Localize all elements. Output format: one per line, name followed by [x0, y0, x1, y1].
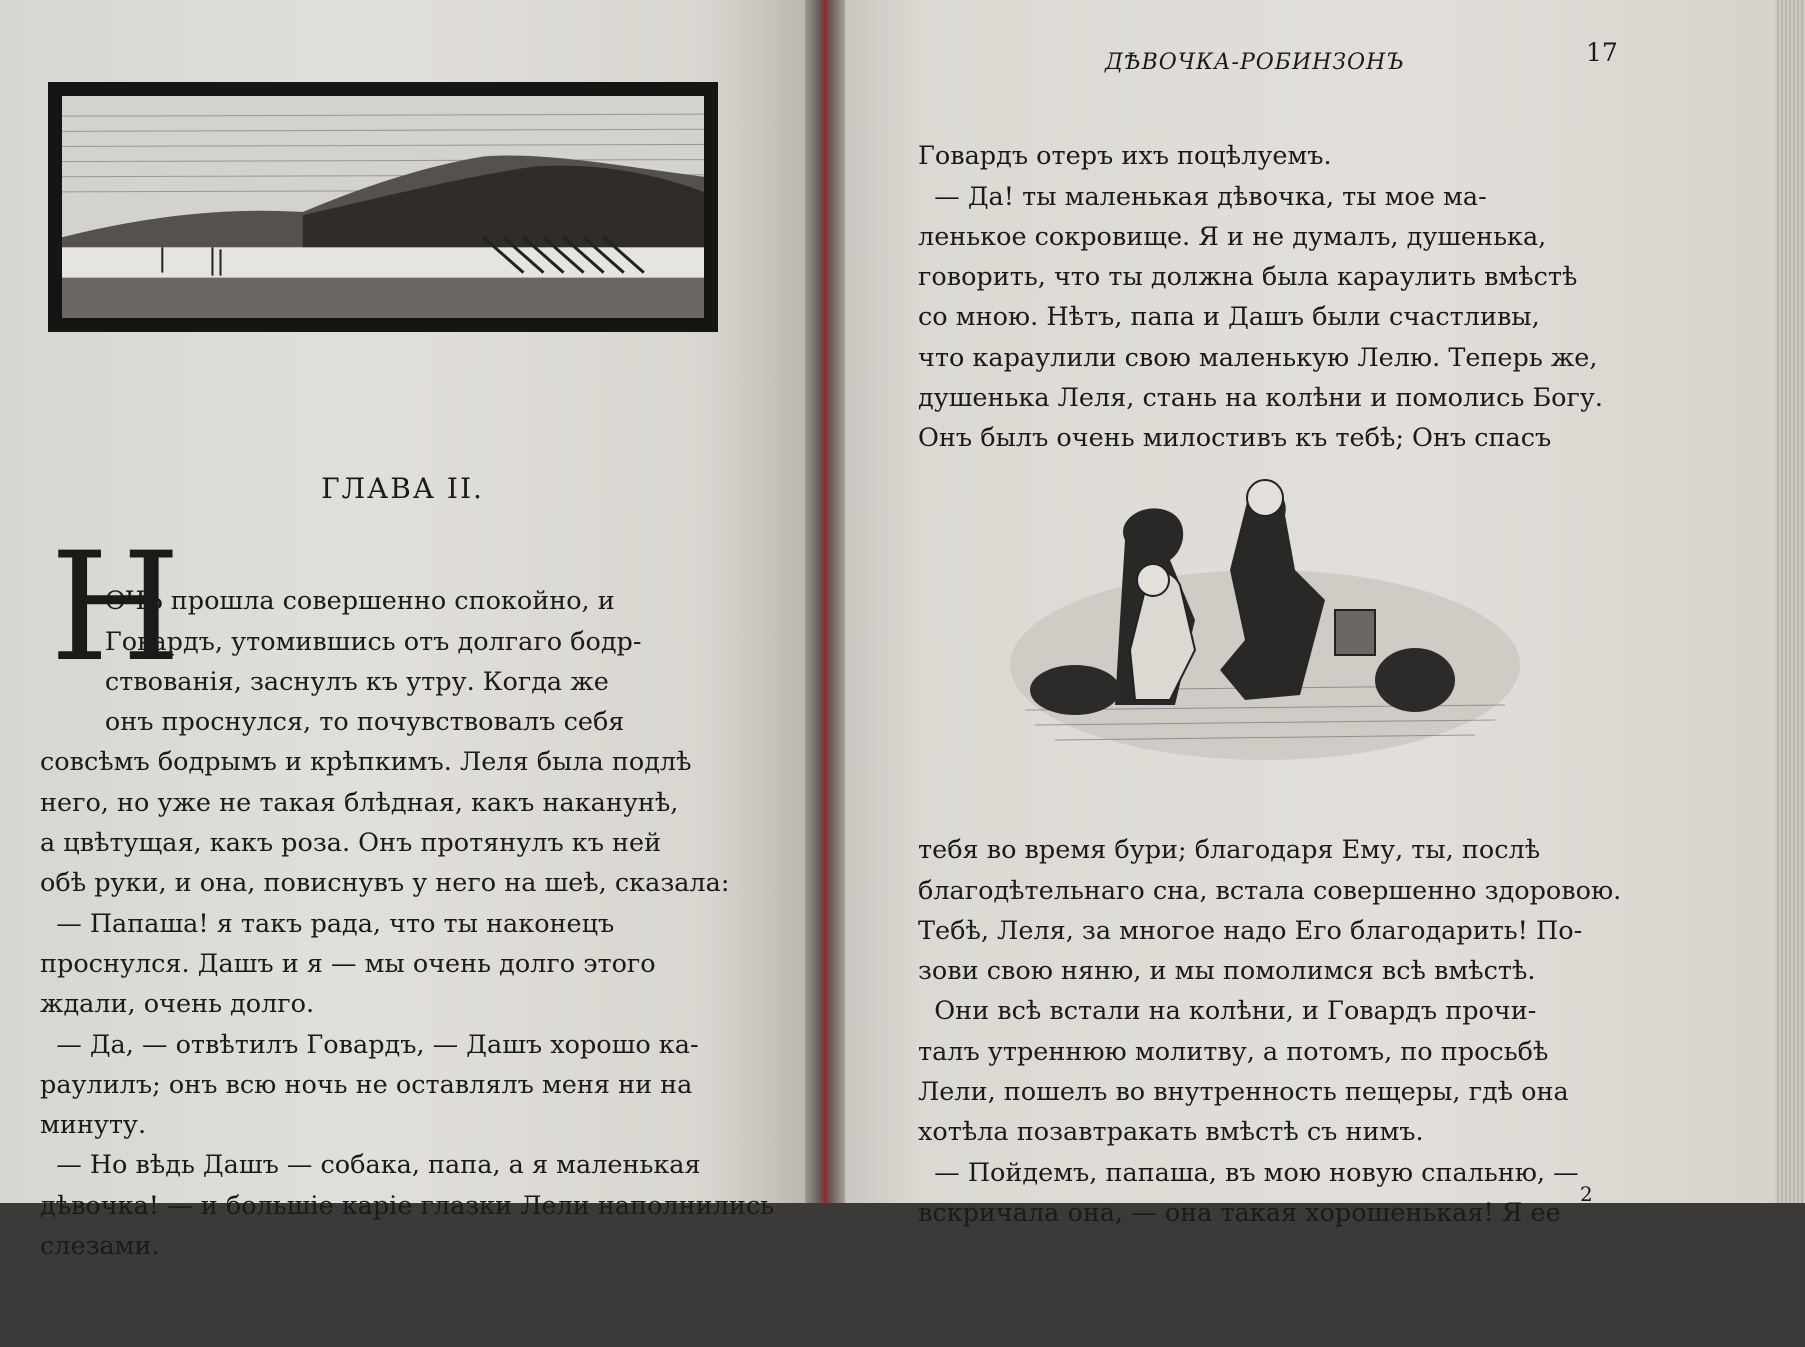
- chapter-heading: ГЛАВА II.: [321, 472, 484, 505]
- text-line: Они всѣ встали на колѣни, и Говардъ прочи-: [918, 996, 1537, 1027]
- text-line: — Папаша! я такъ рада, что ты наконецъ: [40, 908, 615, 939]
- book-gutter: [805, 0, 845, 1203]
- text-line: него, но уже не такая блѣдная, какъ наканунѣ,: [40, 787, 679, 818]
- text-line: ОЧЬ прошла совершенно спокойно, и: [40, 586, 615, 617]
- text-line: минуту.: [40, 1110, 147, 1141]
- drop-cap: Н: [50, 521, 181, 695]
- text-line: душенька Леля, стань на колѣни и помолись Богу.: [918, 383, 1604, 414]
- text-line: проснулся. Дашъ и я — мы очень долго этого: [40, 948, 656, 979]
- text-line: говорить, что ты должна была караулить вмѣстѣ: [918, 262, 1578, 293]
- text-line: — Да, — отвѣтилъ Говардъ, — Дашъ хорошо ка-: [40, 1029, 699, 1060]
- kneeling-figures-illustration: [995, 450, 1535, 770]
- text-line: Лели, пошелъ во внутренность пещеры, гдѣ она: [918, 1077, 1569, 1108]
- text-line: со мною. Нѣтъ, папа и Дашъ были счастливы,: [918, 302, 1540, 333]
- right-page-body-bottom: [918, 790, 1621, 1314]
- signature-mark: 2: [1580, 1182, 1593, 1206]
- text-line: ствованія, заснулъ къ утру. Когда же: [40, 666, 609, 697]
- left-page: [0, 0, 805, 1262]
- landscape-engraving: [48, 82, 718, 332]
- text-line: совсѣмъ бодрымъ и крѣпкимъ. Леля была подлѣ: [40, 747, 692, 778]
- text-line: обѣ руки, и она, повиснувъ у него на шеѣ, сказала:: [40, 868, 730, 899]
- text-line: а цвѣтущая, какъ роза. Онъ протянулъ къ ней: [40, 828, 662, 859]
- page-edges: [1775, 0, 1805, 1203]
- text-line: хотѣла позавтракать вмѣстѣ съ нимъ.: [918, 1117, 1424, 1148]
- text-line: ждали, очень долго.: [40, 989, 315, 1020]
- text-line: — Да! ты маленькая дѣвочка, ты мое ма-: [918, 181, 1487, 212]
- text-line: зови свою няню, и мы помолимся всѣ вмѣстѣ.: [918, 956, 1536, 987]
- text-line: благодѣтельнаго сна, встала совершенно здоровою.: [918, 875, 1622, 906]
- text-line: талъ утреннюю молитву, а потомъ, по просьбѣ: [918, 1036, 1549, 1067]
- text-line: — Но вѣдь Дашъ — собака, папа, а я маленькая: [40, 1150, 701, 1181]
- left-page-body: [40, 521, 774, 1347]
- text-line: что караулили свою маленькую Лелю. Теперь же,: [918, 342, 1598, 373]
- text-line: — Пойдемъ, папаша, въ мою новую спальню, —: [918, 1157, 1579, 1188]
- text-line: онъ проснулся, то почувствовалъ себя: [40, 707, 625, 738]
- running-head: ДѢВОЧКА-РОБИНЗОНЪ: [1105, 50, 1405, 75]
- text-line: Говардъ, утомившись отъ долгаго бодр-: [40, 626, 642, 657]
- text-line: тебя во время бури; благодаря Ему, ты, послѣ: [918, 835, 1541, 866]
- text-line: слезами.: [40, 1231, 160, 1262]
- text-line: Говардъ отеръ ихъ поцѣлуемъ.: [918, 141, 1332, 172]
- text-line: ленькое сокровище. Я и не думалъ, душенька,: [918, 221, 1547, 252]
- text-line: вскричала она, — она такая хорошенькая! Я ее: [918, 1197, 1561, 1228]
- page-number: 17: [1586, 38, 1618, 67]
- text-line: дѣвочка! — и большіе каріе глазки Лели наполнились: [40, 1190, 774, 1221]
- text-line: Онъ былъ очень милостивъ къ тебѣ; Онъ спасъ: [918, 423, 1552, 454]
- text-line: раулилъ; онъ всю ночь не оставлялъ меня ни на: [40, 1069, 693, 1100]
- text-line: Тебѣ, Леля, за многое надо Его благодарить! По-: [918, 915, 1583, 946]
